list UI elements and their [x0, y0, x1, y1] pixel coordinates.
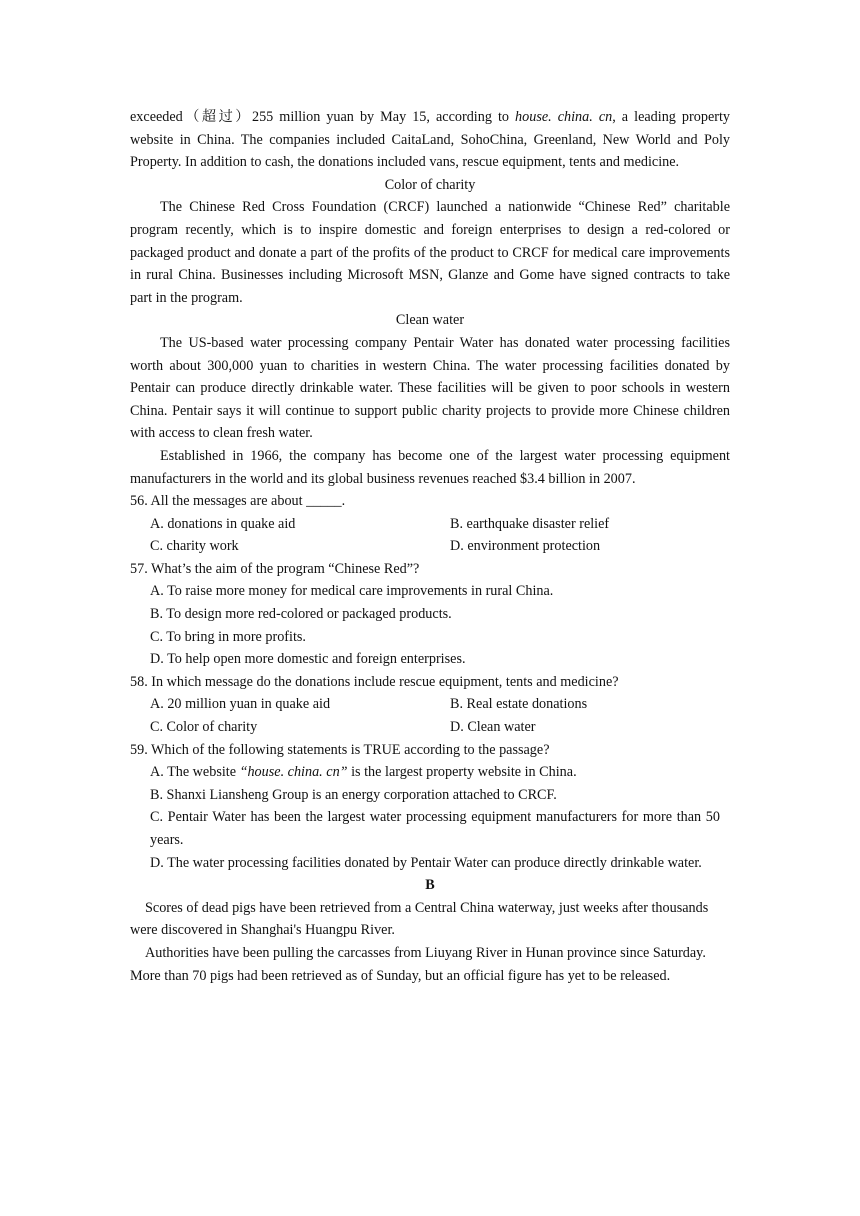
option-b: B. Real estate donations [450, 696, 588, 713]
option-d: D. Clean water [450, 719, 536, 736]
paragraph-color-of-charity: The Chinese Red Cross Foundation (CRCF) launched a nationwide “Chinese Red” charitable program recently, which is to inspire domestic and foreign enterprises to design a red-colored or packaged product and donate a part of the profits of the product to CRCF for medical care improvements in rural China. Businesses including Microsoft MSN, Glanze and Gome have signed contracts to take part in the program. [130, 199, 730, 306]
paragraph-donations-total [130, 106, 730, 174]
question-56-row-2 [130, 535, 730, 558]
option-d: D. The water processing facilities donated by Pentair Water can produce directly drinkable water. [150, 854, 702, 871]
option-c: C. To bring in more profits. [150, 628, 306, 645]
option-a: A. To raise more money for medical care improvements in rural China. [150, 583, 554, 600]
text-span: , a leading property website in China. The companies included CaitaLand, SohoChina, Greenland, New World and Poly Property. In addition to cash, the donations included vans, rescue equipment, tents and medicine. [130, 109, 730, 171]
question-58-row-2 [130, 716, 730, 739]
document-page [130, 106, 730, 987]
website-name: house. china. cn [515, 109, 613, 125]
heading-clean-water: Clean water [395, 312, 465, 329]
question-57-stem: 57. What’s the aim of the program “Chinese Red”? [130, 560, 420, 577]
paragraph-b-2: Authorities have been pulling the carcasses from Liuyang River in Hunan province since Saturday. More than 70 pigs had been retrieved as of Sunday, but an official figure has yet to be released. [130, 944, 706, 984]
question-58-stem: 58. In which message do the donations include rescue equipment, tents and medicine? [130, 673, 619, 690]
question-58-row-1 [130, 693, 730, 716]
heading-color-of-charity: Color of charity [384, 176, 476, 193]
text-span: exceeded（超过）255 million yuan by May 15, according to [130, 109, 516, 125]
option-c: C. charity work [150, 538, 239, 555]
option-c: C. Pentair Water has been the largest water processing equipment manufacturers for more than 50 years. [150, 809, 720, 848]
website-name: “house. china. cn” [239, 764, 348, 781]
paragraph-b-1: Scores of dead pigs have been retrieved from a Central China waterway, just weeks after thousands were discovered in Shanghai's Huangpu River. [130, 899, 709, 939]
question-56-stem: 56. All the messages are about _____. [130, 493, 346, 510]
option-a: A. 20 million yuan in quake aid [150, 696, 331, 713]
option-a [130, 761, 730, 784]
text-span: is the largest property website in China. [347, 764, 577, 781]
question-56-row-1 [130, 513, 730, 536]
option-d: D. To help open more domestic and foreign enterprises. [150, 651, 466, 668]
text-span: A. The website [150, 764, 240, 781]
paragraph-clean-water-2: Established in 1966, the company has become one of the largest water processing equipment manufacturers in the world and its global business revenues reached $3.4 billion in 2007. [130, 447, 730, 487]
option-b: B. To design more red-colored or packaged products. [150, 606, 452, 623]
option-b: B. Shanxi Liansheng Group is an energy corporation attached to CRCF. [150, 786, 557, 803]
paragraph-clean-water-1: The US-based water processing company Pentair Water has donated water processing facilities worth about 300,000 yuan to charities in western China. The water processing facilities donated by Pentair can produce directly drinkable water. These facilities will be given to poor schools in western China. Pentair says it will continue to support public charity projects to provide more Chinese children with access to clean fresh water. [130, 334, 730, 442]
option-d: D. environment protection [450, 538, 601, 555]
section-heading-b: B [425, 877, 435, 894]
option-a: A. donations in quake aid [150, 515, 296, 532]
option-b: B. earthquake disaster relief [450, 515, 610, 532]
option-c: C. Color of charity [150, 719, 258, 736]
question-59-stem: 59. Which of the following statements is TRUE according to the passage? [130, 741, 550, 758]
